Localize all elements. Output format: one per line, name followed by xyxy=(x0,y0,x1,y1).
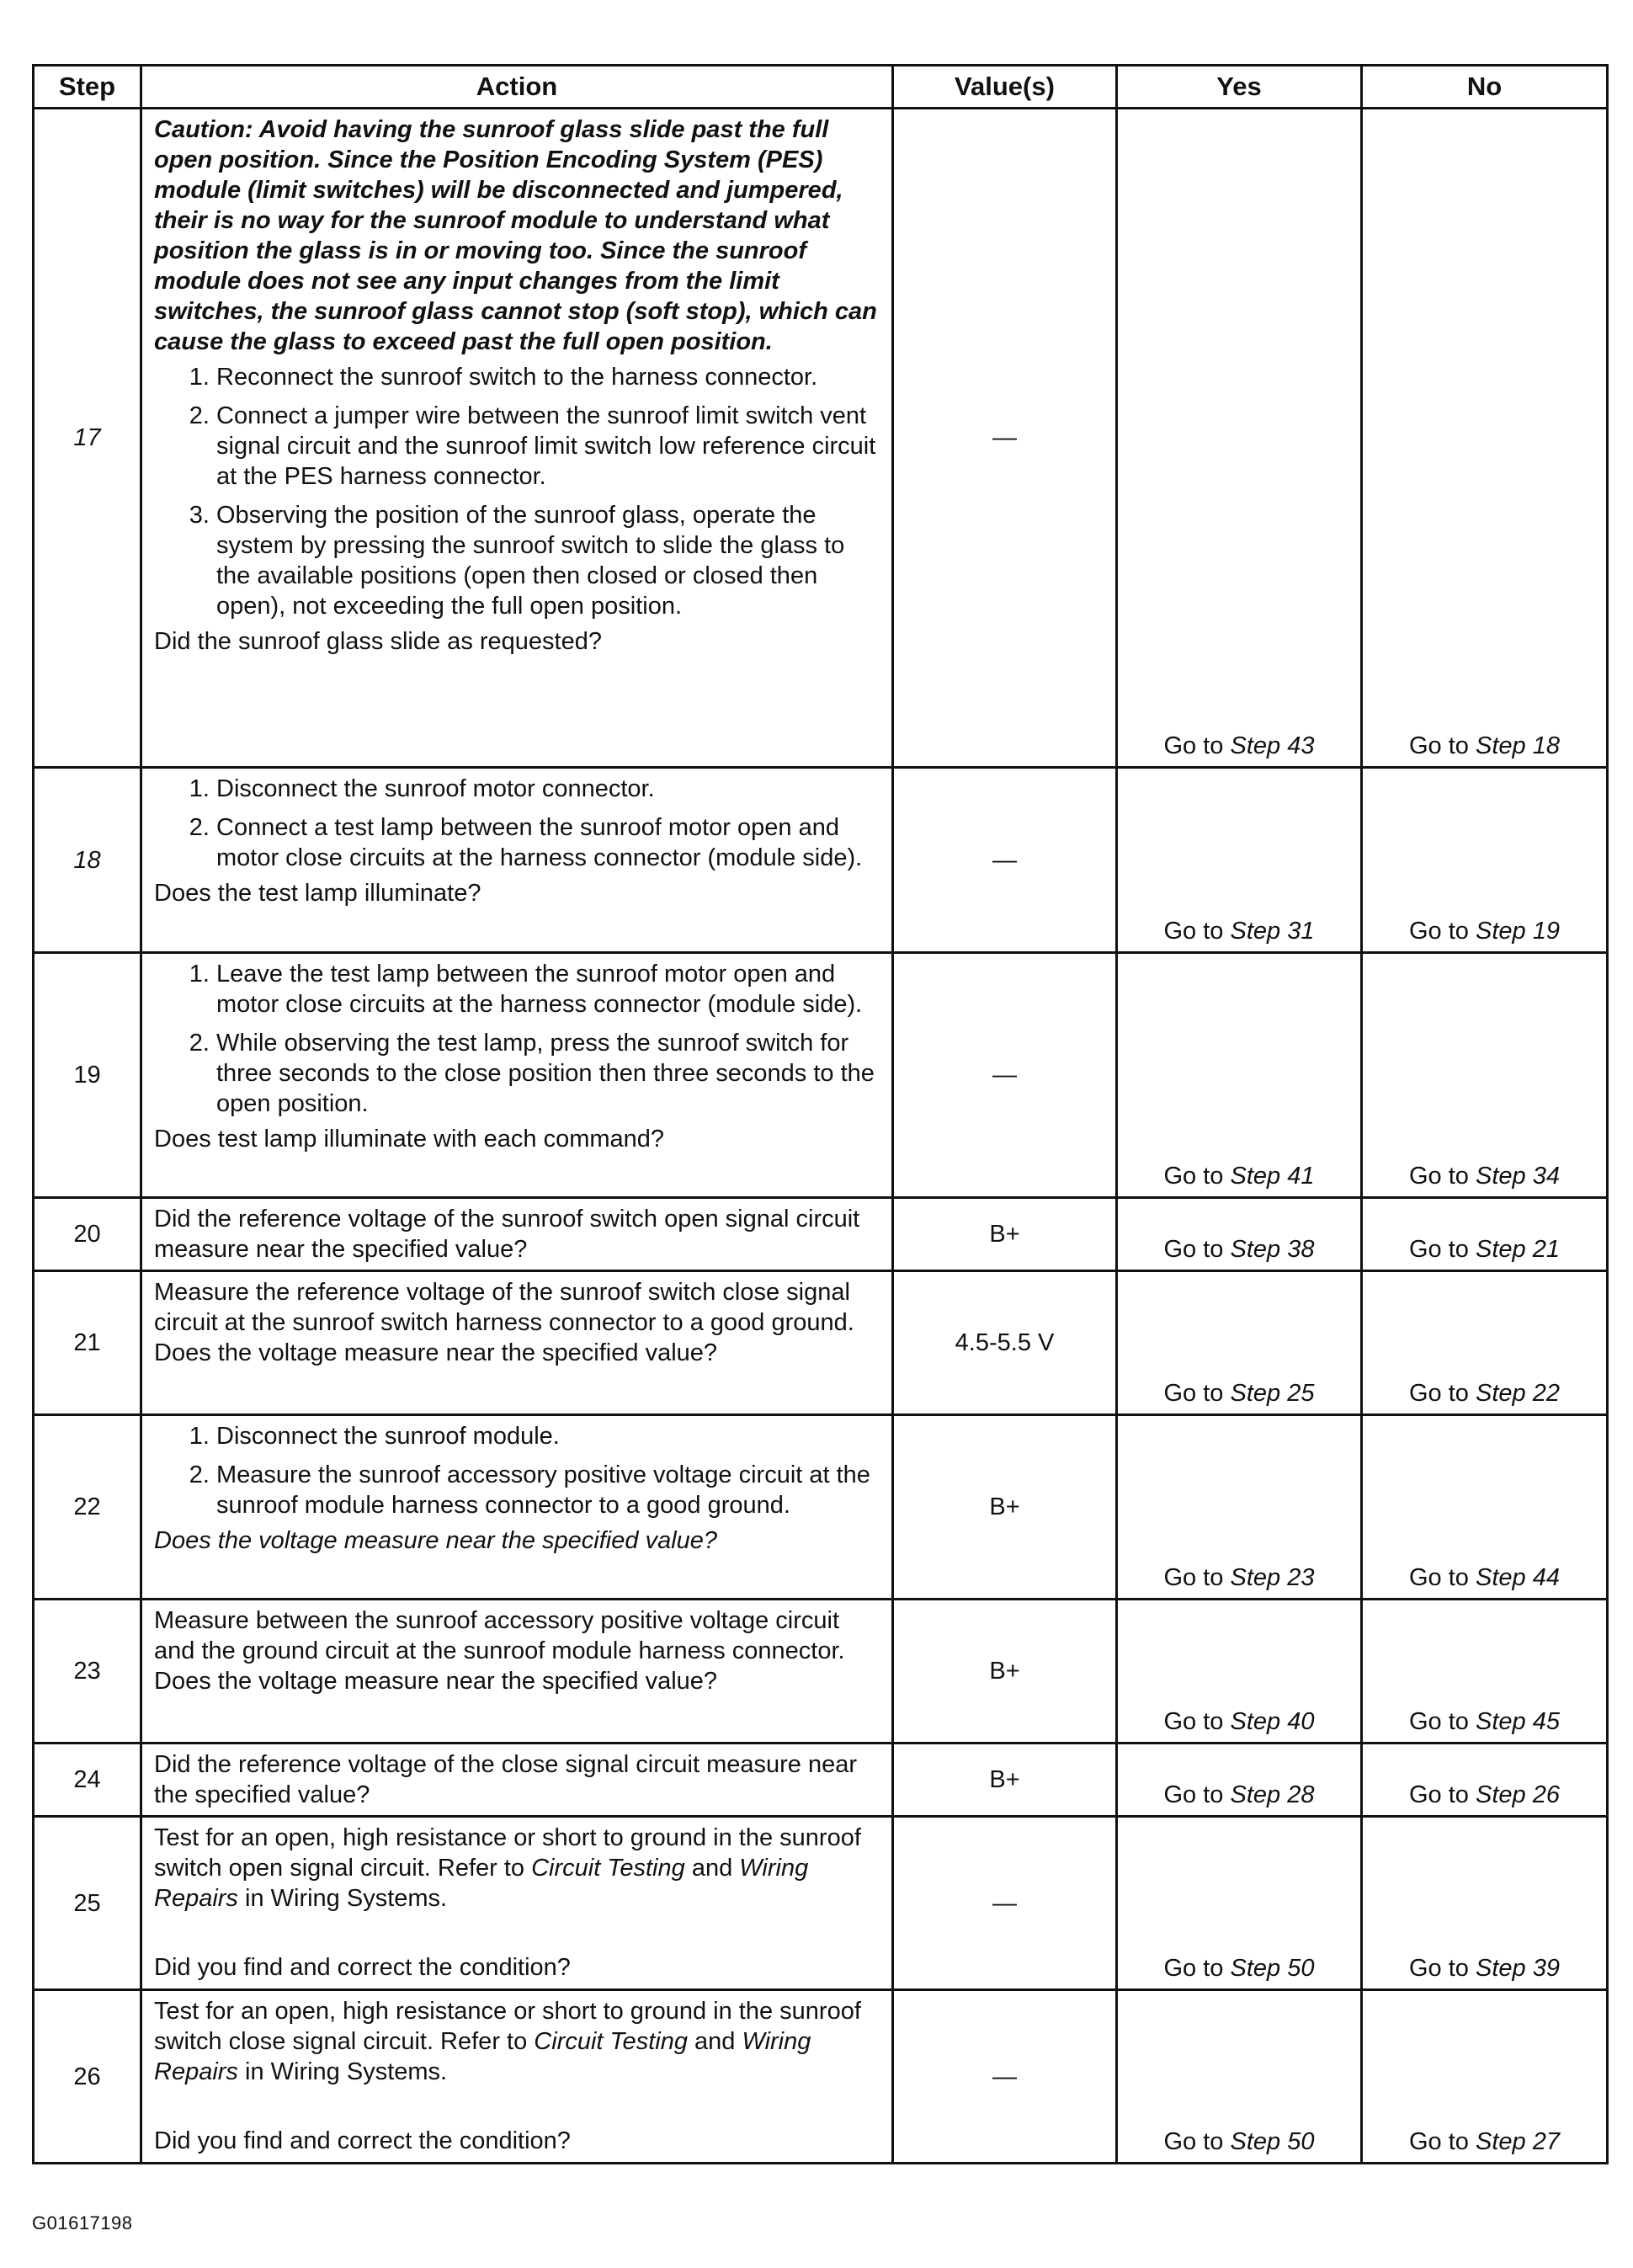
no-cell: Go to Step 21 xyxy=(1362,1198,1608,1271)
no-cell: Go to Step 34 xyxy=(1362,953,1608,1198)
value-cell: — xyxy=(893,1817,1117,1990)
list-item: 1. Disconnect the sunroof motor connector. xyxy=(216,774,883,804)
list-item: 2. Connect a jumper wire between the sunroof limit switch vent signal circuit and the sunroof limit switch low reference circuit at the PES harness connector. xyxy=(216,401,883,492)
table-row xyxy=(34,109,1608,768)
table-header-row xyxy=(34,66,1608,109)
ref-wiring-repairs: Wiring Repairs xyxy=(154,2028,811,2085)
step-number: 20 xyxy=(34,1198,141,1271)
table-row xyxy=(34,953,1608,1198)
list-item: 2. Connect a test lamp between the sunroof motor open and motor close circuits at the harness connector (module side). xyxy=(216,812,883,873)
action-list xyxy=(154,774,883,873)
value-cell: — xyxy=(893,1990,1117,2164)
value-cell: — xyxy=(893,768,1117,953)
header-step: Step xyxy=(34,66,141,109)
action-list xyxy=(154,362,883,621)
no-cell: Go to Step 18 xyxy=(1362,109,1608,768)
question-text: Did you find and correct the condition? xyxy=(154,2127,571,2154)
step-number: 17 xyxy=(34,109,141,768)
yes-cell: Go to Step 50 xyxy=(1117,1990,1362,2164)
question-text: Does test lamp illuminate with each command? xyxy=(154,1126,665,1153)
action-cell xyxy=(141,1415,893,1600)
list-item: 1. Disconnect the sunroof module. xyxy=(216,1421,883,1451)
action-cell xyxy=(141,1600,893,1744)
action-text: Measure the reference voltage of the sunroof switch close signal circuit at the sunroof switch harness connector to a good ground. xyxy=(154,1279,854,1336)
figure-code: G01617198 xyxy=(32,2212,133,2233)
list-item: 2. While observing the test lamp, press the sunroof switch for three seconds to the close position then three seconds to the open position. xyxy=(216,1028,883,1119)
header-yes: Yes xyxy=(1117,66,1362,109)
ref-circuit-testing: Circuit Testing xyxy=(534,2028,688,2055)
yes-cell: Go to Step 25 xyxy=(1117,1271,1362,1415)
action-cell xyxy=(141,1990,893,2164)
value-cell: B+ xyxy=(893,1198,1117,1271)
question-text: Does the voltage measure near the specified value? xyxy=(154,1339,718,1366)
value-cell: B+ xyxy=(893,1600,1117,1744)
list-item: 2. Measure the sunroof accessory positive voltage circuit at the sunroof module harness connector to a good ground. xyxy=(216,1460,883,1520)
caution-text: Caution: Avoid having the sunroof glass slide past the full open position. Since the Position Encoding System (PES) module (limit switches) will be disconnected and jumpered, their is no way for the sunroof module to understand what position the glass is in or moving too. Since the sunroof module does not see any input changes from the limit switches, the sunroof glass cannot stop (soft stop), which can cause the glass to exceed past the full open position. xyxy=(154,116,877,355)
action-cell xyxy=(141,109,893,768)
action-text: Test for an open, high resistance or short to ground in the sunroof switch close signal circuit. Refer to Circuit Testing and Wiring Repairs in Wiring Systems. xyxy=(154,1998,861,2085)
table-row xyxy=(34,768,1608,953)
no-cell: Go to Step 19 xyxy=(1362,768,1608,953)
header-no: No xyxy=(1362,66,1608,109)
step-number: 21 xyxy=(34,1271,141,1415)
yes-cell: Go to Step 50 xyxy=(1117,1817,1362,1990)
yes-cell: Go to Step 31 xyxy=(1117,768,1362,953)
question-text: Does the test lamp illuminate? xyxy=(154,880,481,907)
table-row xyxy=(34,1990,1608,2164)
step-number: 23 xyxy=(34,1600,141,1744)
no-cell: Go to Step 26 xyxy=(1362,1744,1608,1817)
yes-cell: Go to Step 43 xyxy=(1117,109,1362,768)
action-list xyxy=(154,1421,883,1520)
value-cell: — xyxy=(893,953,1117,1198)
no-cell: Go to Step 44 xyxy=(1362,1415,1608,1600)
list-item: 3. Observing the position of the sunroof glass, operate the system by pressing the sunroof switch to slide the glass to the available positions (open then closed or closed then open), not exceeding the full open position. xyxy=(216,500,883,621)
action-text: Measure between the sunroof accessory positive voltage circuit and the ground circuit at the sunroof module harness connector. xyxy=(154,1607,845,1664)
question-text: Does the voltage measure near the specified value? xyxy=(154,1668,718,1695)
action-cell xyxy=(141,953,893,1198)
list-item: 1. Reconnect the sunroof switch to the harness connector. xyxy=(216,362,883,392)
diagnostic-table xyxy=(32,64,1609,2164)
value-cell: 4.5-5.5 V xyxy=(893,1271,1117,1415)
action-text: Test for an open, high resistance or short to ground in the sunroof switch open signal circuit. Refer to Circuit Testing and Wiring Repairs in Wiring Systems. xyxy=(154,1824,861,1912)
step-number: 22 xyxy=(34,1415,141,1600)
action-text: Did the reference voltage of the close signal circuit measure near the specified value? xyxy=(154,1751,857,1808)
step-number: 24 xyxy=(34,1744,141,1817)
table-row xyxy=(34,1600,1608,1744)
yes-cell: Go to Step 23 xyxy=(1117,1415,1362,1600)
no-cell: Go to Step 22 xyxy=(1362,1271,1608,1415)
action-cell xyxy=(141,1817,893,1990)
ref-wiring-repairs: Wiring Repairs xyxy=(154,1855,809,1912)
value-cell: B+ xyxy=(893,1415,1117,1600)
step-number: 25 xyxy=(34,1817,141,1990)
table-row xyxy=(34,1817,1608,1990)
question-text: Did the sunroof glass slide as requested? xyxy=(154,628,602,655)
value-cell: B+ xyxy=(893,1744,1117,1817)
action-cell xyxy=(141,768,893,953)
action-text: Did the reference voltage of the sunroof switch open signal circuit measure near the specified value? xyxy=(154,1206,860,1263)
no-cell: Go to Step 45 xyxy=(1362,1600,1608,1744)
table-row xyxy=(34,1198,1608,1271)
table-row xyxy=(34,1415,1608,1600)
no-cell: Go to Step 39 xyxy=(1362,1817,1608,1990)
list-item: 1. Leave the test lamp between the sunroof motor open and motor close circuits at the harness connector (module side). xyxy=(216,959,883,1020)
value-cell: — xyxy=(893,109,1117,768)
action-cell xyxy=(141,1271,893,1415)
yes-cell: Go to Step 40 xyxy=(1117,1600,1362,1744)
table-row xyxy=(34,1744,1608,1817)
step-number: 18 xyxy=(34,768,141,953)
action-cell xyxy=(141,1198,893,1271)
no-cell: Go to Step 27 xyxy=(1362,1990,1608,2164)
action-list xyxy=(154,959,883,1119)
step-number: 19 xyxy=(34,953,141,1198)
step-number: 26 xyxy=(34,1990,141,2164)
table-row xyxy=(34,1271,1608,1415)
question-text: Did you find and correct the condition? xyxy=(154,1954,571,1981)
yes-cell: Go to Step 38 xyxy=(1117,1198,1362,1271)
yes-cell: Go to Step 41 xyxy=(1117,953,1362,1198)
question-text: Does the voltage measure near the specified value? xyxy=(154,1527,718,1554)
yes-cell: Go to Step 28 xyxy=(1117,1744,1362,1817)
header-values: Value(s) xyxy=(893,66,1117,109)
ref-circuit-testing: Circuit Testing xyxy=(531,1855,685,1882)
action-cell xyxy=(141,1744,893,1817)
header-action: Action xyxy=(141,66,893,109)
